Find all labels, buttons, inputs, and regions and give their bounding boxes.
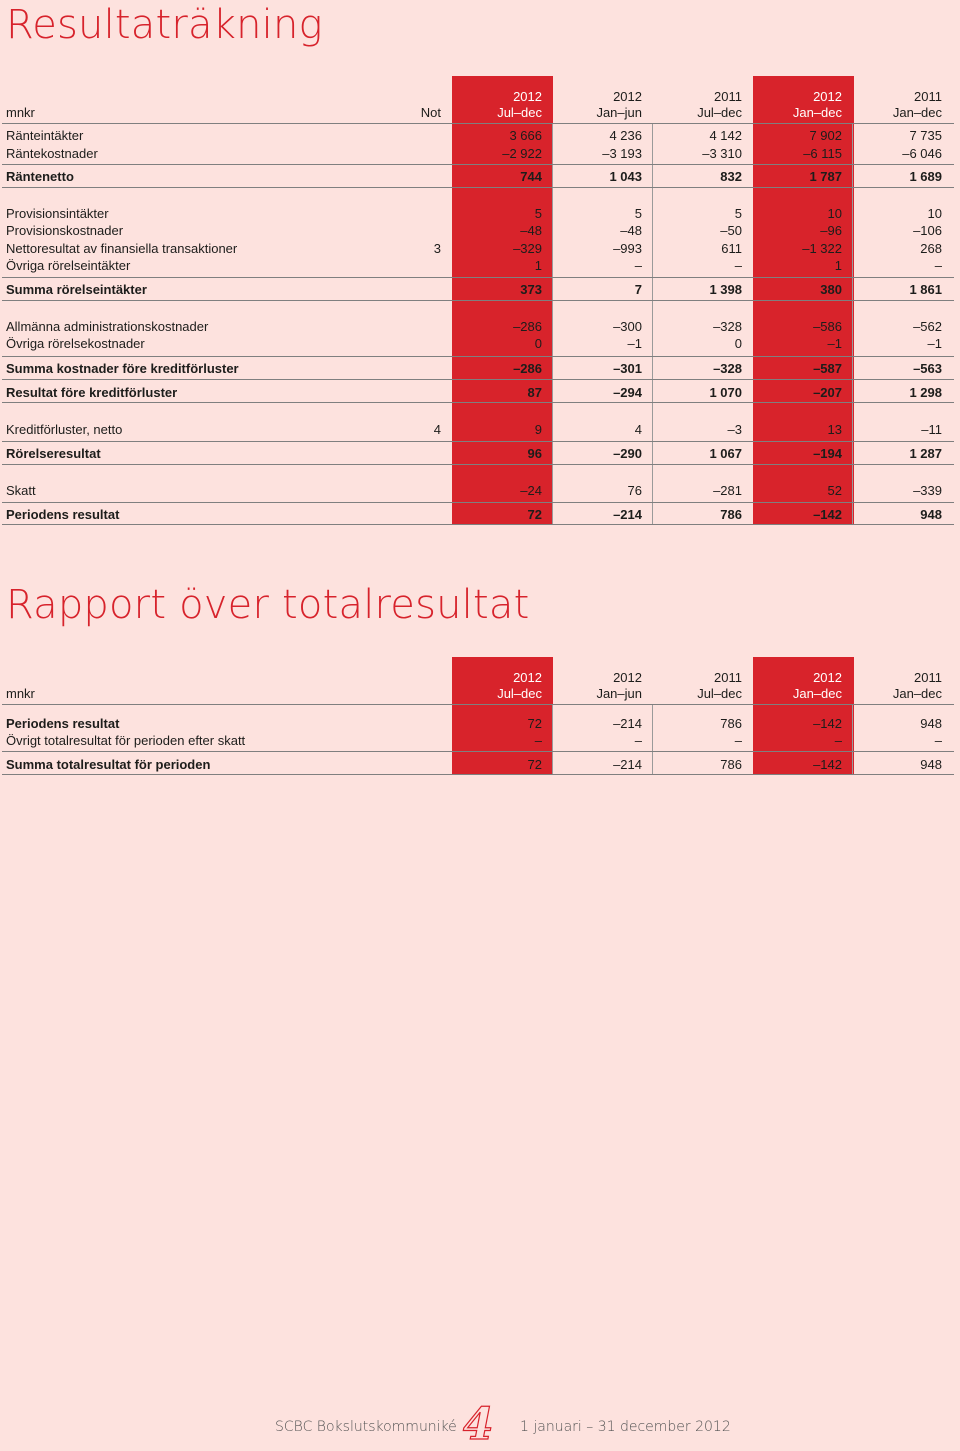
cell-value: 380 bbox=[820, 282, 842, 297]
cell-value: 7 735 bbox=[909, 128, 942, 143]
cell-value: –3 bbox=[727, 422, 742, 437]
cell-value: 52 bbox=[827, 483, 842, 498]
cell-value: –48 bbox=[620, 223, 642, 238]
rule bbox=[2, 123, 954, 124]
cell-value: –142 bbox=[813, 716, 842, 731]
cell-value: – bbox=[734, 733, 742, 748]
cell-value: 87 bbox=[527, 385, 542, 400]
table-row bbox=[0, 281, 960, 298]
cell-value: 96 bbox=[527, 446, 542, 461]
cell-value: 1 070 bbox=[709, 385, 742, 400]
table-row bbox=[0, 506, 960, 523]
cell-value: –194 bbox=[813, 446, 842, 461]
col1-period: Jul–dec bbox=[497, 686, 542, 701]
row-label: Periodens resultat bbox=[6, 716, 120, 731]
col3-period: Jul–dec bbox=[697, 105, 742, 120]
unit-header: mnkr bbox=[6, 105, 35, 120]
cell-value: 10 bbox=[827, 206, 842, 221]
cell-value: 786 bbox=[720, 757, 742, 772]
col5-year: 2011 bbox=[914, 89, 942, 104]
row-label: Provisionskostnader bbox=[6, 223, 124, 238]
cell-value: –11 bbox=[921, 422, 942, 437]
row-label: Allmänna administrationskostnader bbox=[6, 319, 209, 334]
cell-value: 832 bbox=[720, 169, 742, 184]
footer-period: 1 januari – 31 december 2012 bbox=[520, 1419, 731, 1435]
row-label: Periodens resultat bbox=[6, 507, 120, 522]
rule bbox=[2, 524, 954, 525]
col4-year: 2012 bbox=[813, 670, 842, 685]
cell-value: 4 236 bbox=[609, 128, 642, 143]
col2-period: Jan–jun bbox=[596, 686, 642, 701]
cell-value: –106 bbox=[913, 223, 942, 238]
cell-value: 9 bbox=[534, 422, 542, 437]
row-note: 3 bbox=[433, 241, 441, 256]
cell-value: 948 bbox=[920, 716, 942, 731]
row-label: Resultat före kreditförluster bbox=[6, 385, 178, 400]
col2-year: 2012 bbox=[613, 670, 642, 685]
rule bbox=[2, 751, 954, 752]
cell-value: 72 bbox=[527, 507, 542, 522]
table-row bbox=[0, 360, 960, 377]
col1-year: 2012 bbox=[513, 89, 542, 104]
table-row bbox=[0, 335, 960, 352]
cell-value: –294 bbox=[613, 385, 642, 400]
cell-value: –3 310 bbox=[702, 146, 742, 161]
row-label: Rörelseresultat bbox=[6, 446, 101, 461]
cell-value: – bbox=[734, 258, 742, 273]
rule bbox=[2, 164, 954, 165]
col4-period: Jan–dec bbox=[792, 105, 842, 120]
cell-value: –96 bbox=[820, 223, 842, 238]
page-footer bbox=[0, 1399, 960, 1450]
row-label: Övriga rörelsekostnader bbox=[6, 336, 145, 351]
cell-value: 4 142 bbox=[709, 128, 742, 143]
cell-value: 0 bbox=[534, 336, 542, 351]
cell-value: –563 bbox=[913, 361, 942, 376]
col2-period: Jan–jun bbox=[596, 105, 642, 120]
cell-value: 10 bbox=[927, 206, 942, 221]
cell-value: –6 046 bbox=[902, 146, 942, 161]
cell-value: 76 bbox=[627, 483, 642, 498]
cell-value: 3 666 bbox=[509, 128, 542, 143]
table-row bbox=[0, 222, 960, 239]
comprehensive-income-title: Rapport över totalresultat bbox=[6, 582, 530, 628]
cell-value: 1 298 bbox=[909, 385, 942, 400]
rule bbox=[2, 464, 954, 465]
cell-value: –286 bbox=[513, 319, 542, 334]
row-label: Räntekostnader bbox=[6, 146, 98, 161]
cell-value: –286 bbox=[513, 361, 542, 376]
col5-period: Jan–dec bbox=[892, 686, 942, 701]
rule bbox=[2, 502, 954, 503]
col1-period: Jul–dec bbox=[497, 105, 542, 120]
table-row bbox=[0, 384, 960, 401]
cell-value: 1 bbox=[534, 258, 542, 273]
cell-value: 948 bbox=[920, 507, 942, 522]
col3-year: 2011 bbox=[714, 670, 742, 685]
rule bbox=[2, 704, 954, 705]
cell-value: –207 bbox=[813, 385, 842, 400]
cell-value: 7 bbox=[634, 282, 642, 297]
cell-value: – bbox=[934, 733, 942, 748]
cell-value: 1 bbox=[834, 258, 842, 273]
cell-value: –50 bbox=[720, 223, 742, 238]
col3-year: 2011 bbox=[714, 89, 742, 104]
row-label: Summa rörelseintäkter bbox=[6, 282, 147, 297]
cell-value: –1 bbox=[627, 336, 642, 351]
row-label: Summa totalresultat för perioden bbox=[6, 757, 211, 772]
cell-value: 786 bbox=[720, 507, 742, 522]
table-row bbox=[0, 445, 960, 462]
row-label: Skatt bbox=[6, 483, 36, 498]
cell-value: 5 bbox=[734, 206, 742, 221]
cell-value: –329 bbox=[513, 241, 542, 256]
table-row bbox=[0, 421, 960, 438]
cell-value: –3 193 bbox=[602, 146, 642, 161]
cell-value: –562 bbox=[913, 319, 942, 334]
cell-value: –214 bbox=[613, 716, 642, 731]
cell-value: 744 bbox=[520, 169, 542, 184]
cell-value: –1 bbox=[827, 336, 842, 351]
row-label: Ränteintäkter bbox=[6, 128, 84, 143]
table-row bbox=[0, 732, 960, 749]
cell-value: –1 322 bbox=[802, 241, 842, 256]
cell-value: 1 043 bbox=[609, 169, 642, 184]
row-label: Övrigt totalresultat för perioden efter skatt bbox=[6, 733, 246, 748]
cell-value: –586 bbox=[813, 319, 842, 334]
cell-value: 72 bbox=[527, 716, 542, 731]
cell-value: 1 067 bbox=[709, 446, 742, 461]
cell-value: –290 bbox=[613, 446, 642, 461]
cell-value: 0 bbox=[734, 336, 742, 351]
cell-value: –339 bbox=[913, 483, 942, 498]
cell-value: –587 bbox=[813, 361, 842, 376]
rule bbox=[2, 356, 954, 357]
cell-value: –301 bbox=[613, 361, 642, 376]
cell-value: 7 902 bbox=[809, 128, 842, 143]
unit-header: mnkr bbox=[6, 686, 35, 701]
cell-value: 373 bbox=[520, 282, 542, 297]
row-label: Räntenetto bbox=[6, 169, 74, 184]
cell-value: –300 bbox=[613, 319, 642, 334]
col5-year: 2011 bbox=[914, 670, 942, 685]
cell-value: 13 bbox=[827, 422, 842, 437]
table-row bbox=[0, 240, 960, 257]
cell-value: 1 398 bbox=[709, 282, 742, 297]
col4-period: Jan–dec bbox=[792, 686, 842, 701]
cell-value: – bbox=[634, 733, 642, 748]
cell-value: 5 bbox=[634, 206, 642, 221]
row-label: Provisionsintäkter bbox=[6, 206, 109, 221]
cell-value: –328 bbox=[713, 361, 742, 376]
col1-year: 2012 bbox=[513, 670, 542, 685]
cell-value: –1 bbox=[927, 336, 942, 351]
cell-value: – bbox=[834, 733, 842, 748]
rule bbox=[2, 187, 954, 188]
col5-period: Jan–dec bbox=[892, 105, 942, 120]
row-label: Nettoresultat av finansiella transaktioner bbox=[6, 241, 238, 256]
cell-value: –281 bbox=[713, 483, 742, 498]
rule bbox=[2, 774, 954, 775]
cell-value: –6 115 bbox=[803, 146, 842, 161]
table-row bbox=[0, 145, 960, 162]
row-note: 4 bbox=[433, 422, 441, 437]
cell-value: 5 bbox=[534, 206, 542, 221]
cell-value: – bbox=[934, 258, 942, 273]
cell-value: –24 bbox=[520, 483, 542, 498]
col2-year: 2012 bbox=[613, 89, 642, 104]
cell-value: –142 bbox=[813, 757, 842, 772]
table-row bbox=[0, 257, 960, 274]
row-label: Övriga rörelseintäkter bbox=[6, 258, 131, 273]
cell-value: 268 bbox=[920, 241, 942, 256]
income-statement-title: Resultaträkning bbox=[6, 2, 323, 48]
rule bbox=[2, 379, 954, 380]
cell-value: –328 bbox=[713, 319, 742, 334]
cell-value: 1 787 bbox=[809, 169, 842, 184]
row-label: Kreditförluster, netto bbox=[6, 422, 123, 437]
table-row bbox=[0, 205, 960, 222]
table-row bbox=[0, 715, 960, 732]
cell-value: –142 bbox=[813, 507, 842, 522]
rule bbox=[2, 402, 954, 403]
footer-publication: SCBC Bokslutskommuniké bbox=[275, 1419, 457, 1435]
cell-value: –48 bbox=[520, 223, 542, 238]
cell-value: 786 bbox=[720, 716, 742, 731]
table-row bbox=[0, 168, 960, 185]
table-row bbox=[0, 127, 960, 144]
col4-year: 2012 bbox=[813, 89, 842, 104]
table-row bbox=[0, 756, 960, 773]
cell-value: 1 287 bbox=[909, 446, 942, 461]
cell-value: 72 bbox=[527, 757, 542, 772]
cell-value: –214 bbox=[613, 507, 642, 522]
rule bbox=[2, 277, 954, 278]
col3-period: Jul–dec bbox=[697, 686, 742, 701]
rule bbox=[2, 441, 954, 442]
cell-value: 4 bbox=[634, 422, 642, 437]
cell-value: 1 689 bbox=[909, 169, 942, 184]
cell-value: 611 bbox=[721, 241, 742, 256]
note-header: Not bbox=[420, 105, 441, 120]
cell-value: –2 922 bbox=[502, 146, 542, 161]
row-label: Summa kostnader före kreditförluster bbox=[6, 361, 239, 376]
cell-value: 1 861 bbox=[909, 282, 942, 297]
cell-value: 948 bbox=[920, 757, 942, 772]
page-number: 4 bbox=[463, 1399, 494, 1450]
cell-value: –214 bbox=[613, 757, 642, 772]
cell-value: – bbox=[634, 258, 642, 273]
table-row bbox=[0, 318, 960, 335]
cell-value: – bbox=[534, 733, 542, 748]
rule bbox=[2, 300, 954, 301]
table-row bbox=[0, 482, 960, 499]
cell-value: –993 bbox=[613, 241, 642, 256]
